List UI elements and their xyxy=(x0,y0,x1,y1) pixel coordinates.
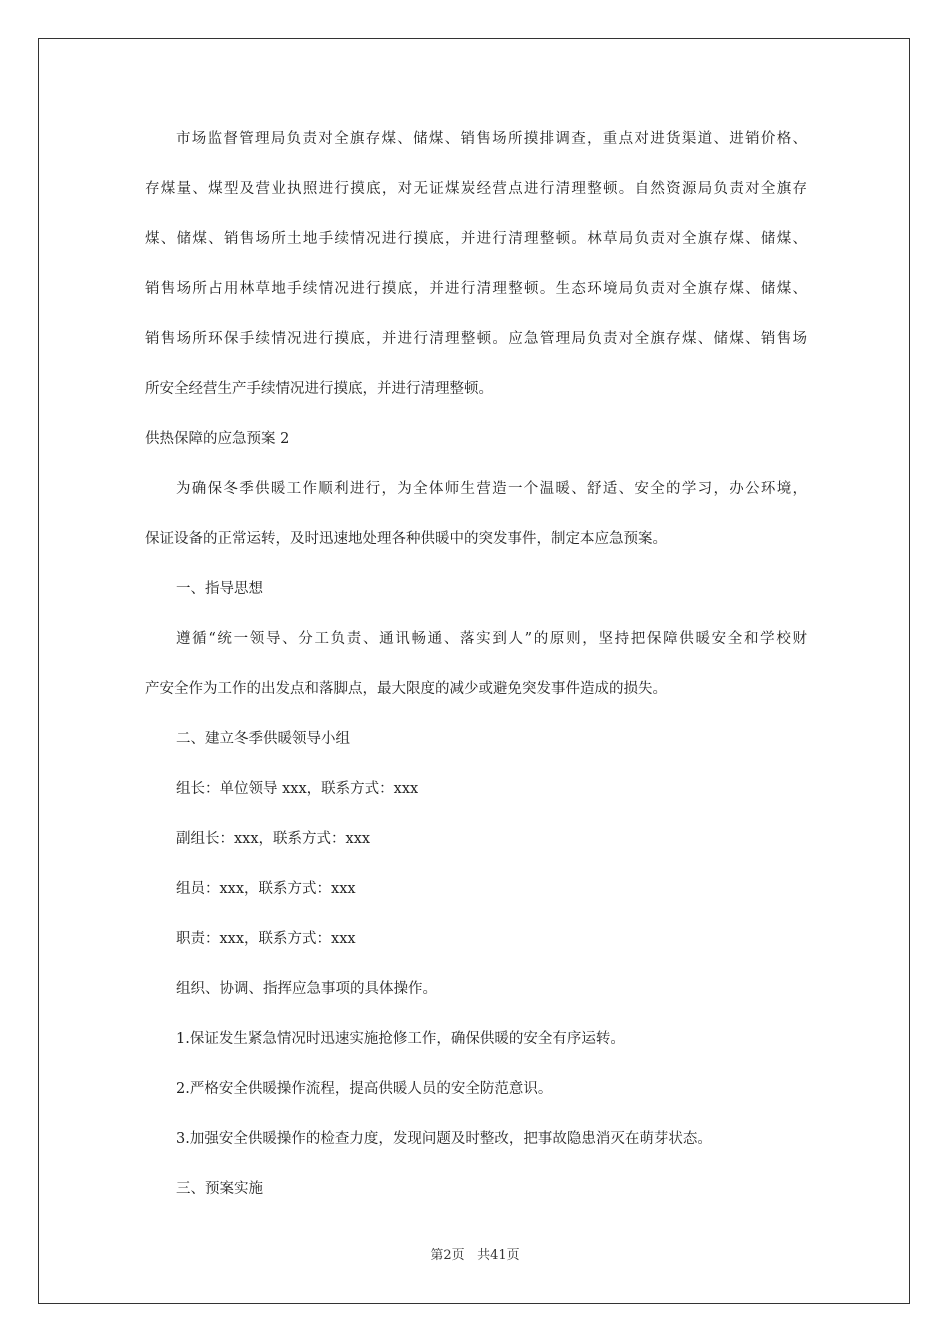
page-number: 第2页 xyxy=(430,1248,465,1263)
list-item-2: 2.严格安全供暖操作流程，提高供暖人员的安全防范意识。 xyxy=(176,1081,553,1097)
page-frame xyxy=(38,38,910,1304)
paragraph-1-line-1: 市场监督管理局负责对全旗存煤、储煤、销售场所摸排调查，重点对进货渠道、进销价格、 xyxy=(176,131,807,147)
paragraph-1-line-2: 存煤量、煤型及营业执照进行摸底，对无证煤炭经营点进行清理整顿。自然资源局负责对全旗存 xyxy=(145,181,807,197)
group-leader-line: 组长：单位领导 xxx，联系方式：xxx xyxy=(176,781,419,797)
list-item-3: 3.加强安全供暖操作的检查力度，发现问题及时整改，把事故隐患消灭在萌芽状态。 xyxy=(176,1131,712,1147)
paragraph-1-line-3: 煤、储煤、销售场所土地手续情况进行摸底，并进行清理整顿。林草局负责对全旗存煤、储煤、 xyxy=(145,231,807,247)
heading-plan-implementation: 三、预案实施 xyxy=(176,1181,263,1197)
coordination-line: 组织、协调、指挥应急事项的具体操作。 xyxy=(176,981,437,997)
paragraph-3-line-2: 产安全作为工作的出发点和落脚点，最大限度的减少或避免突发事件造成的损失。 xyxy=(145,681,667,697)
section-title: 供热保障的应急预案 2 xyxy=(145,431,290,447)
paragraph-1-line-6: 所安全经营生产手续情况进行摸底，并进行清理整顿。 xyxy=(145,381,493,397)
heading-guiding-ideology: 一、指导思想 xyxy=(176,581,263,597)
page-total: 共41页 xyxy=(477,1248,520,1263)
paragraph-1-line-5: 销售场所环保手续情况进行摸底，并进行清理整顿。应急管理局负责对全旗存煤、储煤、销售场 xyxy=(145,331,807,347)
paragraph-2-line-1: 为确保冬季供暖工作顺利进行，为全体师生营造一个温暖、舒适、安全的学习，办公环境， xyxy=(176,481,807,497)
paragraph-2-line-2: 保证设备的正常运转，及时迅速地处理各种供暖中的突发事件，制定本应急预案。 xyxy=(145,531,667,547)
page-footer xyxy=(0,1247,950,1265)
member-line: 组员：xxx，联系方式：xxx xyxy=(176,881,356,897)
list-item-1: 1.保证发生紧急情况时迅速实施抢修工作，确保供暖的安全有序运转。 xyxy=(176,1031,625,1047)
deputy-leader-line: 副组长：xxx，联系方式：xxx xyxy=(176,831,371,847)
heading-leadership-group: 二、建立冬季供暖领导小组 xyxy=(176,731,350,747)
paragraph-3-line-1: 遵循“统一领导、分工负责、通讯畅通、落实到人”的原则，坚持把保障供暖安全和学校财 xyxy=(176,631,807,647)
paragraph-1-line-4: 销售场所占用林草地手续情况进行摸底，并进行清理整顿。生态环境局负责对全旗存煤、储煤、 xyxy=(145,281,807,297)
duty-line: 职责：xxx，联系方式：xxx xyxy=(176,931,356,947)
